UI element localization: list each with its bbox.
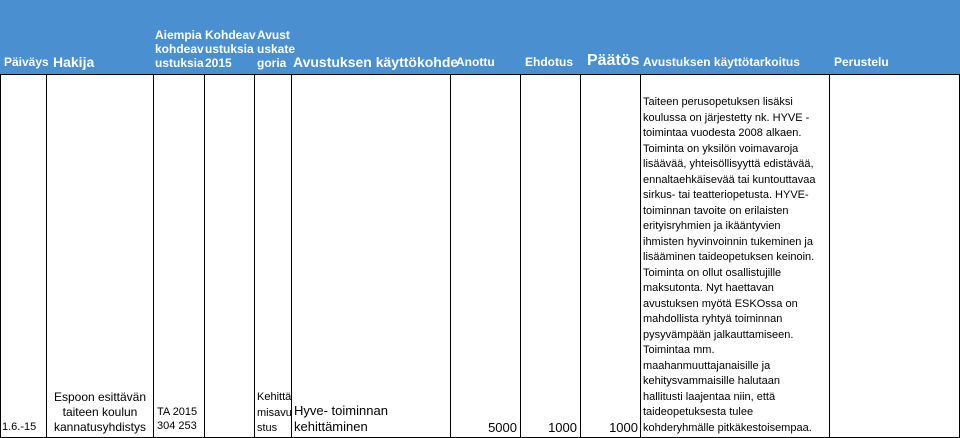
cell-kategoria-line-1: Kehittä: [257, 391, 292, 403]
cell-aiempia-line-2: 304 253: [157, 419, 197, 432]
col-header-kategoria-line-3: goria: [257, 56, 287, 70]
cell-hakija-line-3: kannatusyhdistys: [53, 420, 147, 434]
col-header-perustelu[interactable]: Perustelu: [834, 55, 889, 69]
col-header-kategoria-line-2: uskate: [257, 42, 296, 56]
col-header-aiempia[interactable]: [155, 29, 204, 69]
col-header-aiempia-line-2: kohdeav: [155, 42, 204, 56]
desc-line: ennaltaehkäisevää tai kuntouttavaa: [643, 173, 816, 186]
col-header-anottu[interactable]: Anottu: [456, 55, 495, 69]
cell-kayttokohde-line-2: kehittäminen: [294, 419, 368, 434]
desc-line: maksutonta. Nyt haettavan: [643, 282, 774, 294]
grid-line-v10: [829, 74, 830, 438]
cell-kategoria-line-3: stus: [257, 422, 278, 434]
desc-line: maahanmuuttajanaisille ja: [643, 359, 771, 372]
cell-kayttokohde[interactable]: [294, 403, 388, 435]
col-header-aiempia-line-3: ustuksia: [155, 56, 204, 70]
cell-paivays[interactable]: 1.6.-15: [2, 421, 37, 433]
desc-line: lisääminen taideopetuksen keinoin.: [643, 251, 815, 263]
header-row: [0, 0, 960, 74]
cell-kayttokohde-line-1: Hyve- toiminnan: [294, 403, 388, 418]
desc-line: Taiteen perusopetuksen lisäksi: [643, 96, 793, 108]
desc-line: kohderyhmälle pitkäkestoisempaa.: [643, 421, 812, 434]
col-header-kohdeav-line-3: 2015: [205, 56, 232, 70]
desc-line: mahdollista ryhtyä toiminnan: [643, 313, 783, 325]
cell-hakija-line-2: taiteen koulun: [62, 405, 138, 419]
col-header-kayttotarkoitus[interactable]: Avustuksen käyttötarkoitus: [643, 55, 800, 69]
grid-line-v1: [46, 74, 47, 438]
cell-kategoria-line-2: misavu: [257, 406, 292, 419]
col-header-hakija[interactable]: Hakija: [53, 54, 95, 70]
desc-line: ihmisten hyvinvoinnin tukeminen ja: [643, 235, 813, 248]
col-header-avustuskategoria[interactable]: [257, 29, 295, 69]
col-header-aiempia-line-1: Aiempia: [155, 28, 202, 42]
desc-line: toimintaa vuodesta 2008 alkaen.: [643, 127, 802, 139]
cell-kayttotarkoitus[interactable]: [643, 95, 827, 436]
cell-paatos[interactable]: 1000: [609, 420, 638, 435]
grid-line-v8: [580, 74, 581, 438]
desc-line: lisäävää, yhteisöllisyyttä edistävää,: [643, 158, 814, 170]
desc-line: avustuksen myötä ESKOssa on: [643, 297, 798, 310]
grid-line-v3: [204, 74, 205, 438]
grid-line-v7: [520, 74, 521, 438]
cell-hakija[interactable]: [48, 390, 152, 435]
grid-line-v0: [0, 74, 1, 438]
desc-line: taideopetuksesta tulee: [643, 406, 754, 418]
cell-aiempia-avustuksia[interactable]: [157, 406, 197, 434]
desc-line: hallitusti laajentaa niin, että: [643, 390, 776, 403]
cell-hakija-line-1: Espoon esittävän: [53, 390, 147, 404]
grid-line-top: [0, 74, 960, 75]
col-header-ehdotus[interactable]: Ehdotus: [525, 55, 573, 69]
desc-line: Toimintaa mm.: [643, 344, 715, 356]
col-header-kohdeav-2015[interactable]: [205, 29, 256, 69]
col-header-paatos[interactable]: Päätös: [587, 52, 640, 69]
col-header-paivays[interactable]: Päiväys: [4, 55, 49, 69]
desc-line: Toiminta on ollut osallistujille: [643, 266, 782, 279]
desc-line: kehitysvammaisille halutaan: [643, 375, 780, 387]
col-header-kohdeav-line-2: ustuksia: [205, 42, 254, 56]
cell-anottu[interactable]: 5000: [488, 420, 517, 435]
cell-aiempia-line-1: TA 2015: [157, 406, 198, 418]
grid-line-v5: [291, 74, 292, 438]
desc-line: sirkus- tai teatteriopetusta. HYVE-: [643, 189, 809, 201]
grid-line-v2: [153, 74, 154, 438]
grid-line-v6: [450, 74, 451, 438]
desc-line: erityisryhmien ja ikääntyvien: [643, 220, 781, 232]
cell-ehdotus[interactable]: 1000: [548, 420, 577, 435]
grid-line-v4: [254, 74, 255, 438]
desc-line: koulussa on järjestetty nk. HYVE -: [643, 111, 810, 124]
grid-line-v9: [640, 74, 641, 438]
desc-line: toiminnan tavoite on erilaisten: [643, 204, 789, 217]
desc-line: Toiminta on yksilön voimavaroja: [643, 142, 799, 155]
col-header-kohdeav-line-1: Kohdeav: [205, 28, 256, 42]
cell-kategoria[interactable]: [257, 390, 292, 437]
col-header-kategoria-line-1: Avust: [257, 28, 290, 42]
desc-line: pysyvämpään jalkauttamiseen.: [643, 328, 794, 341]
col-header-kayttokohde[interactable]: Avustuksen käyttökohde: [293, 54, 459, 70]
